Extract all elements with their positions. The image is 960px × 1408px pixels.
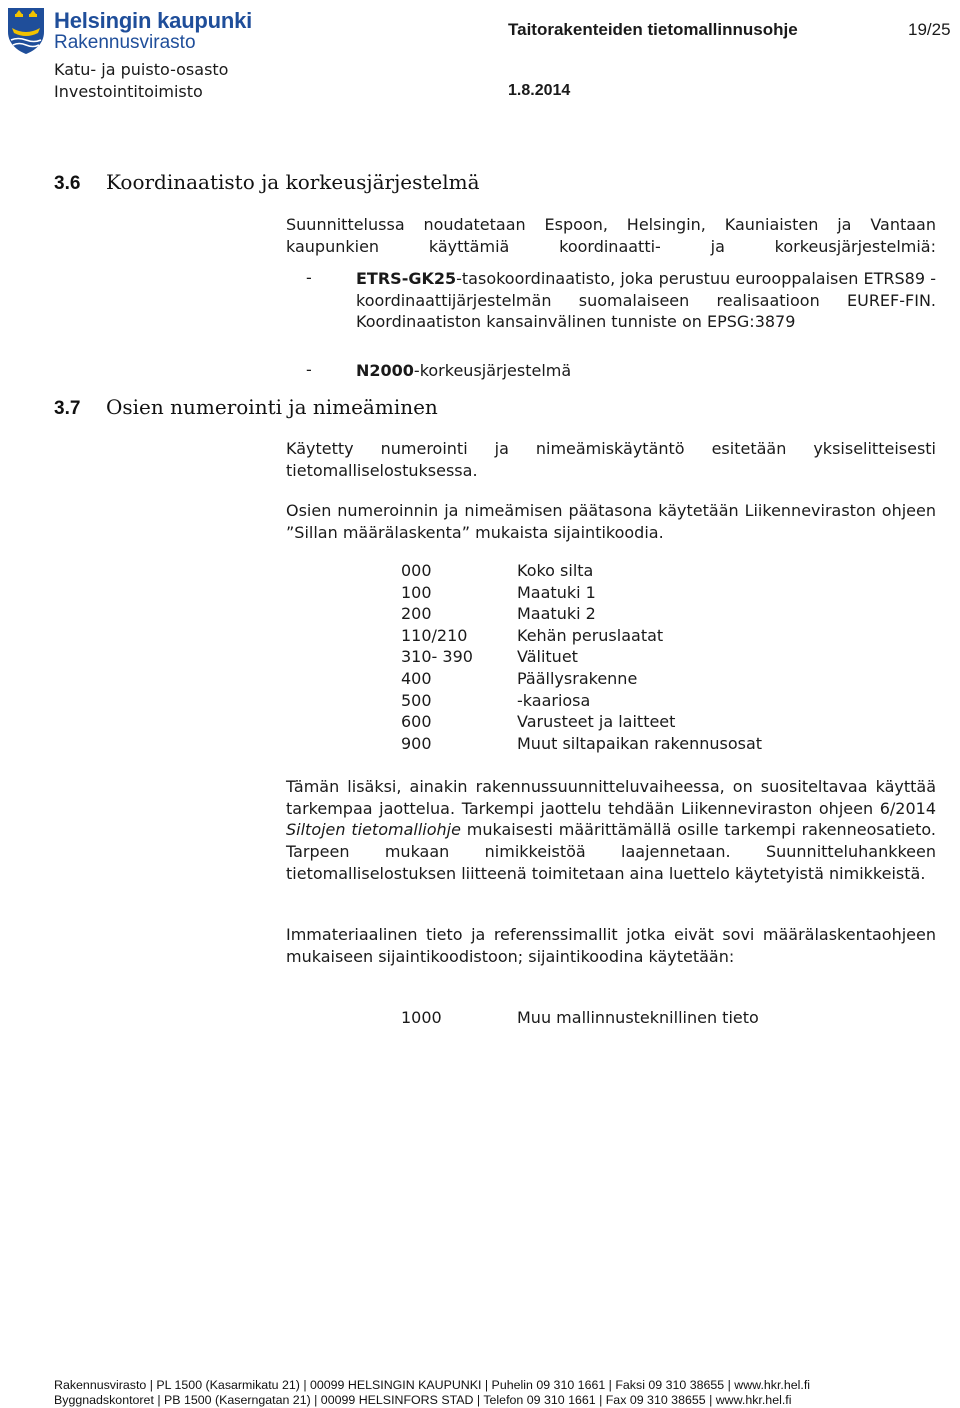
document-date: 1.8.2014	[508, 82, 571, 99]
code-row	[401, 711, 762, 733]
page-number: 19/25	[908, 20, 951, 39]
bullet-dash: -	[306, 360, 312, 379]
helsinki-crest-icon	[6, 6, 46, 56]
bullet-n2000	[356, 360, 936, 382]
bullet-text: -tasokoordinaatisto, joka perustuu eurooppalaisen ETRS89 -koordinaattijärjestelmän suomalaiseen realisaatioon EUREF-FIN. Koordinaatiston kansainvälinen tunniste on EPSG:3879	[356, 269, 936, 332]
code-label: Kehän peruslaatat	[517, 625, 664, 645]
organization-name: Helsingin kaupunki	[54, 8, 253, 33]
document-title: Taitorakenteiden tietomallinnusohje	[508, 20, 798, 39]
guideline-title: Siltojen tietomalliohje	[286, 820, 461, 840]
code-label: Koko silta	[517, 561, 594, 580]
section-3-7-paragraph-1: Käytetty numerointi ja nimeämiskäytäntö esitetään yksiselitteisesti tietomalliselostuksessa.	[286, 439, 936, 480]
code-label: Päällysrakenne	[517, 668, 638, 688]
code-value: 110/210	[401, 625, 468, 645]
code-label: Muu mallinnusteknillinen tieto	[517, 1008, 759, 1027]
code-label: Välituet	[517, 647, 578, 667]
code-row	[401, 690, 762, 712]
code-value: 900	[401, 733, 432, 753]
code-value: 500	[401, 690, 432, 710]
code-value: 1000	[401, 1008, 442, 1027]
code-value: 310- 390	[401, 647, 473, 667]
bullet-bold-term: N2000	[356, 361, 414, 380]
code-value: 400	[401, 668, 432, 688]
code-value: 000	[401, 561, 432, 580]
section-3-6-heading	[54, 170, 480, 195]
code-row	[401, 625, 762, 647]
section-3-6-intro: Suunnittelussa noudatetaan Espoon, Helsingin, Kauniaisten ja Vantaan kaupunkien käyttämiä koordinaatti- ja korkeusjärjestelmiä:	[286, 215, 936, 256]
paragraph-text: mukaisesti määrittämällä osille tarkempi rakenneosatieto. Tarpeen mukaan nimikkeistöä laajennetaan. Suunnitteluhankkeen tietomalliselostuksen liitteenä toimitetaan aina luettelo käytetyistä nimikkeistä.	[286, 820, 936, 883]
section-number: 3.6	[54, 173, 81, 194]
bullet-text: -korkeusjärjestelmä	[413, 361, 572, 380]
code-row	[401, 733, 762, 755]
section-number: 3.7	[54, 398, 81, 419]
section-3-7-heading	[54, 395, 438, 420]
bullet-bold-term: ETRS-GK25	[356, 269, 457, 288]
bullet-etrs-gk25	[356, 268, 936, 333]
section-3-7-paragraph-2: Osien numeroinnin ja nimeämisen päätasona käytetään Liikenneviraston ohjeen ”Sillan määrälaskenta” mukaista sijaintikoodia.	[286, 501, 936, 542]
footer-line-finnish: Rakennusvirasto | PL 1500 (Kasarmikatu 21) | 00099 HELSINGIN KAUPUNKI | Puhelin 09 310 1661 | Faksi 09 310 38655 | www.hkr.hel.fi	[54, 1378, 811, 1392]
footer-line-swedish: Byggnadskontoret | PB 1500 (Kaserngatan 21) | 00099 HELSINFORS STAD | Telefon 09 310 1661 | Fax 09 310 38655 | www.hkr.hel.fi	[54, 1393, 792, 1407]
code-value: 600	[401, 712, 432, 732]
extra-code-table	[401, 1007, 759, 1029]
department-name: Rakennusvirasto	[54, 32, 196, 53]
code-label: Maatuki 1	[517, 582, 596, 602]
location-code-table	[401, 560, 762, 754]
unit-line-1: Katu- ja puisto-osasto	[54, 60, 229, 79]
code-row	[401, 646, 762, 668]
section-3-7-paragraph-4: Immateriaalinen tieto ja referenssimallit jotka eivät sovi määrälaskentaohjeen mukaiseen sijaintikoodistoon; sijaintikoodina käytetään:	[286, 925, 936, 966]
code-label: -kaariosa	[517, 690, 591, 710]
code-label: Varusteet ja laitteet	[517, 712, 676, 732]
paragraph-text: Tämän lisäksi, ainakin rakennussuunnitteluvaiheessa, on suositeltavaa käyttää tarkempaa jaottelua. Tarkempi jaottelu tehdään Liikenneviraston ohjeen 6/2014	[286, 777, 936, 818]
code-value: 100	[401, 582, 432, 602]
section-title: Osien numerointi ja nimeäminen	[106, 395, 438, 419]
section-3-7-paragraph-3	[286, 776, 936, 885]
code-label: Muut siltapaikan rakennusosat	[517, 733, 763, 753]
code-row	[401, 582, 762, 604]
code-label: Maatuki 2	[517, 604, 596, 624]
bullet-dash: -	[306, 268, 312, 287]
code-value: 200	[401, 604, 432, 624]
code-row	[401, 560, 762, 582]
code-row	[401, 668, 762, 690]
code-row	[401, 1007, 759, 1029]
code-row	[401, 603, 762, 625]
section-title: Koordinaatisto ja korkeusjärjestelmä	[106, 170, 480, 194]
unit-line-2: Investointitoimisto	[54, 82, 203, 101]
